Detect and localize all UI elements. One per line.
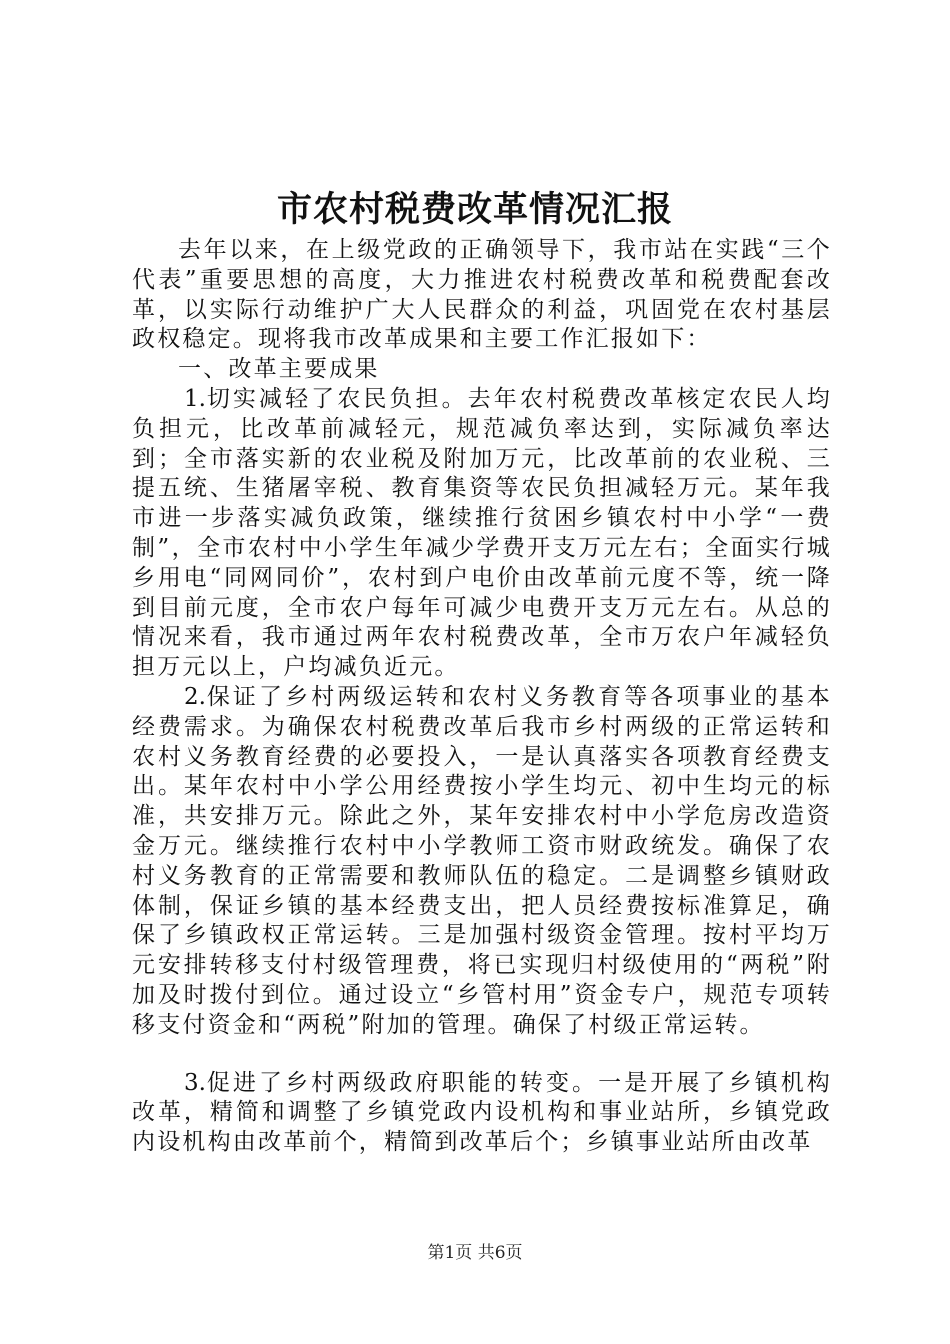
page-footer: 第1页 共6页 [427, 1243, 523, 1263]
section-heading: 一、改革主要成果 [178, 356, 380, 383]
item-paragraph-2 [132, 683, 832, 1041]
item-number: 2. [184, 683, 206, 710]
item-number: 1. [184, 385, 206, 412]
document-title: 市农村税费改革情况汇报 [276, 189, 673, 230]
item-paragraph-1 [132, 385, 832, 683]
item-paragraph-3 [132, 1069, 832, 1158]
item-number: 3. [184, 1069, 206, 1096]
item-text: 促进了乡村两级政府职能的转变。一是开展了乡镇机构改革，精简和调整了乡镇党政内设机构和事业站所，乡镇党政内设机构由改革前个，精简到改革后个；乡镇事业站所由改革 [132, 1069, 832, 1156]
document-body [132, 236, 832, 1158]
intro-paragraph: 去年以来，在上级党政的正确领导下，我市站在实践“三个代表”重要思想的高度，大力推进农村税费改革和税费配套改革，以实际行动维护广大人民群众的利益，巩固党在农村基层政权稳定。现将我市改革成果和主要工作汇报如下： [132, 237, 832, 353]
item-text: 切实减轻了农民负担。去年农村税费改革核定农民人均负担元，比改革前减轻元，规范减负率达到，实际减负率达到；全市落实新的农业税及附加万元，比改革前的农业税、三提五统、生猪屠宰税、教育集资等农民负担减轻万元。某年我市进一步落实减负政策，继续推行贫困乡镇农村中小学“一费制”，全市农村中小学生年减少学费开支万元左右；全面实行城乡用电“同网同价”，农村到户电价由改革前元度不等，统一降到目前元度，全市农户每年可减少电费开支万元左右。从总的情况来看，我市通过两年农村税费改革，全市万农户年减轻负担万元以上，户均减负近元。 [132, 385, 832, 681]
item-text: 保证了乡村两级运转和农村义务教育等各项事业的基本经费需求。为确保农村税费改革后我市乡村两级的正常运转和农村义务教育经费的必要投入，一是认真落实各项教育经费支出。某年农村中小学公用经费按小学生均元、初中生均元的标准，共安排万元。除此之外，某年安排农村中小学危房改造资金万元。继续推行农村中小学教师工资市财政统发。确保了农村义务教育的正常需要和教师队伍的稳定。二是调整乡镇财政体制，保证乡镇的基本经费支出，把人员经费按标准算足，确保了乡镇政权正常运转。三是加强村级资金管理。按村平均万元安排转移支付村级管理费，将已实现归村级使用的“两税”附加及时拨付到位。通过设立“乡管村用”资金专户，规范专项转移支付资金和“两税”附加的管理。确保了村级正常运转。 [132, 683, 832, 1038]
